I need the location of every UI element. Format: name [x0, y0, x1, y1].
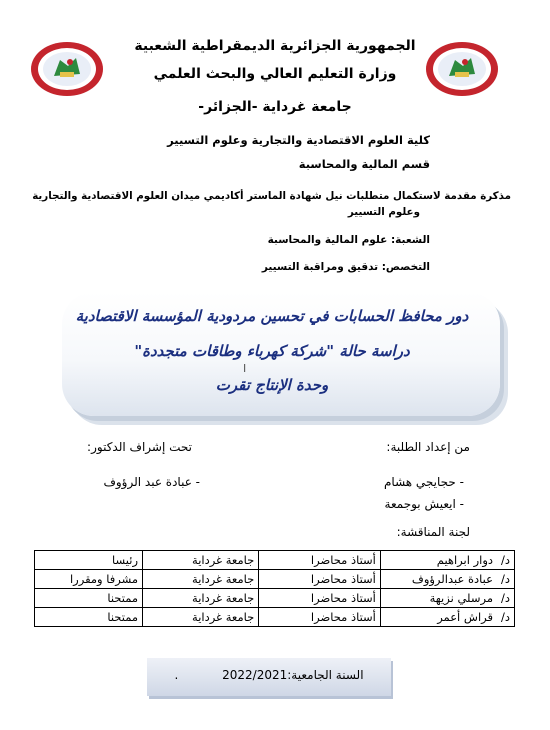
member-role: ممتحنا: [35, 608, 143, 627]
member-rank: أستاذ محاضرا: [259, 608, 381, 627]
memo-purpose-line1: مذكرة مقدمة لاستكمال متطلبات نيل شهادة الماستر أكاديمي ميدان العلوم الاقتصادية والتجارية: [32, 190, 511, 202]
university-name: جامعة غرداية -الجزائر-: [198, 99, 352, 115]
supervisor-heading: تحت إشراف الدكتور:: [87, 440, 192, 454]
member-university: جامعة غرداية: [143, 551, 259, 570]
academic-year: [147, 668, 391, 682]
member-university: جامعة غرداية: [143, 589, 259, 608]
member-role: رئيسا: [35, 551, 143, 570]
republic-name: الجمهورية الجزائرية الديمقراطية الشعبية: [134, 38, 416, 54]
student-name-2: - ايعيش بوجمعة: [384, 497, 464, 511]
member-name: د/ مرسلي نزيهة: [380, 589, 514, 608]
member-name: د/ دوار ابراهيم: [380, 551, 514, 570]
member-university: جامعة غرداية: [143, 608, 259, 627]
member-university: جامعة غرداية: [143, 570, 259, 589]
students-heading: من إعداد الطلبة:: [386, 440, 470, 454]
committee-table: [34, 550, 515, 627]
member-role: مشرفا ومقررا: [35, 570, 143, 589]
table-row: [35, 608, 515, 627]
memo-purpose-line2: وعلوم التسيير: [347, 206, 420, 218]
thesis-title-line1: دور محافظ الحسابات في تحسين مردودية المؤسسة الاقتصادية: [75, 307, 469, 325]
academic-year-value: 2022/2021: [222, 668, 288, 682]
university-logo-right: [425, 40, 499, 98]
committee-heading: لجنة المناقشة:: [396, 525, 470, 539]
ministry-name: وزارة التعليم العالي والبحث العلمي: [153, 66, 397, 82]
department-name: قسم المالية والمحاسبة: [298, 157, 430, 171]
member-name: د/ قراش أعمر: [380, 608, 514, 627]
academic-year-label: السنة الجامعية:: [287, 668, 364, 682]
table-row: [35, 551, 515, 570]
academic-year-dot: .: [174, 668, 179, 682]
supervisor-name: - عبادة عبد الرؤوف: [103, 475, 200, 489]
text-cursor-icon: I: [243, 362, 247, 375]
member-rank: أستاذ محاضرا: [259, 570, 381, 589]
thesis-title-line2: دراسة حالة "شركة كهرباء وطاقات متجددة": [134, 342, 410, 360]
university-logo-left: [30, 40, 104, 98]
member-rank: أستاذ محاضرا: [259, 551, 381, 570]
member-rank: أستاذ محاضرا: [259, 589, 381, 608]
table-row: [35, 589, 515, 608]
table-row: [35, 570, 515, 589]
student-name-1: - حجايجي هشام: [384, 475, 464, 489]
faculty-name: كلية العلوم الاقتصادية والتجارية وعلوم التسيير: [167, 133, 430, 147]
specialty-label: التخصص: تدقيق ومراقبة التسيير: [261, 261, 430, 273]
member-role: ممتحنا: [35, 589, 143, 608]
thesis-title-line3: وحدة الإنتاج تقرت: [215, 376, 329, 394]
branch-label: الشعبة: علوم المالية والمحاسبة: [267, 234, 430, 246]
member-name: د/ عبادة عبدالرؤوف: [380, 570, 514, 589]
